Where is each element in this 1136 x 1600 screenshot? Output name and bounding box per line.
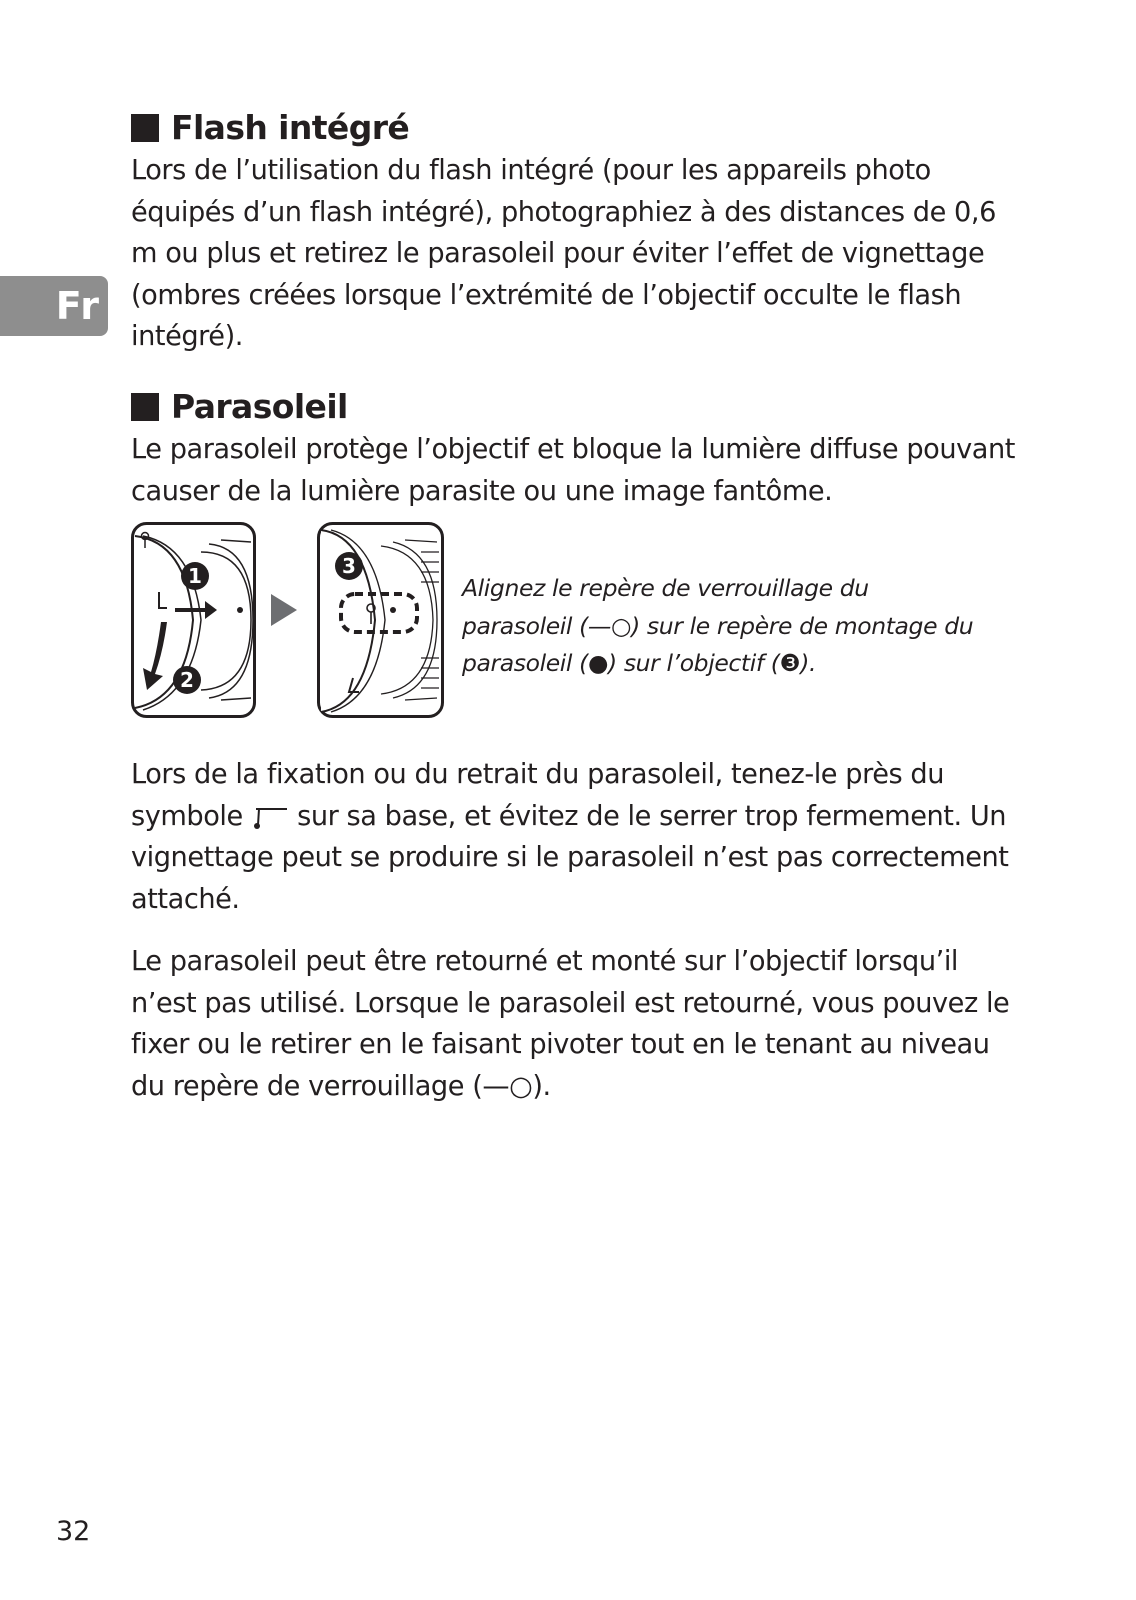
- flash-heading: [131, 106, 1021, 150]
- hood-intro: Le parasoleil protège l’objectif et bloque la lumière diffuse pouvant causer de la lumière parasite ou une image fantôme.: [131, 434, 1015, 507]
- caption-line-3-text: parasoleil (●) sur l’objectif (: [462, 649, 780, 677]
- svg-text:2: 2: [180, 668, 194, 692]
- next-step-arrow-icon: [271, 594, 297, 626]
- caption-step-3-ref: ❸: [779, 649, 801, 677]
- caption-line-1: Alignez le repère de verrouillage du: [462, 574, 869, 602]
- page-number: 32: [56, 1516, 91, 1547]
- language-tab: Fr: [0, 276, 108, 336]
- flash-body: Lors de l’utilisation du flash intégré (pour les appareils photo équipés d’un flash intégré), photographiez à des distances de 0,6 m ou plus et retirez le parasoleil pour éviter l’effet de vignettage (ombres créées lorsque l’extrémité de l’objectif occulte le flash intégré).: [131, 155, 996, 353]
- hood-title: Parasoleil: [171, 387, 348, 426]
- attach-paragraph: [131, 754, 1021, 920]
- square-bullet-icon: [131, 393, 159, 421]
- svg-text:3: 3: [342, 554, 356, 578]
- reverse-paragraph-block: [131, 941, 1021, 1107]
- attach-paragraph-block: [131, 754, 1021, 920]
- flash-section: [131, 106, 1021, 358]
- caption-line-3-end: ).: [800, 649, 817, 677]
- caption-line-2: parasoleil (—○) sur le repère de montage du: [462, 611, 974, 640]
- illustration-caption: [462, 570, 1022, 683]
- svg-text:1: 1: [188, 564, 202, 588]
- attach-text-1: Lors de la fixation ou du retrait du parasoleil, tenez-le près du symbole: [131, 759, 944, 832]
- caption-line-3: [462, 645, 1022, 683]
- mount-mark-1: [237, 607, 243, 613]
- hood-base-symbol-icon: [251, 803, 289, 831]
- reverse-paragraph: Le parasoleil peut être retourné et monté sur l’objectif lorsqu’il n’est pas utilisé. Lorsque le parasoleil est retourné, vous pouvez le fixer ou le retirer en le faisant pivoter tout en le tenant au niveau du repère de verrouillage (—○).: [131, 946, 1010, 1102]
- flash-title: Flash intégré: [171, 108, 410, 147]
- square-bullet-icon: [131, 114, 159, 142]
- hood-attach-illustration: [131, 522, 451, 722]
- hood-section: [131, 385, 1021, 512]
- hood-heading: [131, 385, 1021, 429]
- attach-text-2: sur sa base, et évitez de le serrer trop fermement. Un vignettage peut se produire si le parasoleil n’est pas correctement attaché.: [131, 800, 1009, 915]
- mount-mark-2: [390, 607, 396, 613]
